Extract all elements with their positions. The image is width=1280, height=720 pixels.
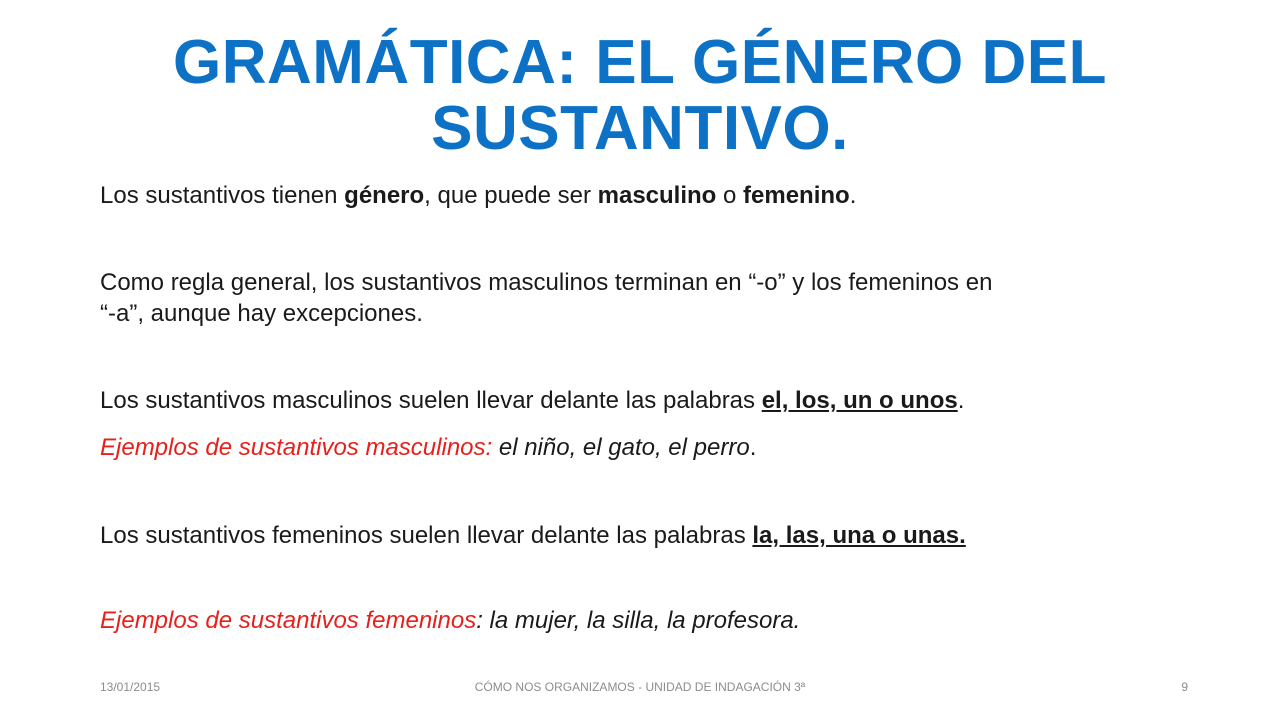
footer-page-number: 9 — [1181, 680, 1188, 694]
paragraph-masculine-examples — [100, 432, 1210, 463]
rule-line-2: “-a”, aunque hay excepciones. — [100, 300, 423, 327]
feminine-examples-label: Ejemplos de sustantivos femeninos — [100, 607, 477, 634]
bold-text-genero: género — [344, 182, 425, 209]
text: . — [957, 387, 965, 414]
text: , que puede ser — [424, 182, 598, 209]
feminine-articles: la, las, una o unas. — [752, 522, 966, 549]
masculine-examples: el niño, el gato, el perro — [492, 434, 750, 461]
text: Los sustantivos masculinos suelen llevar delante las palabras — [100, 387, 762, 414]
feminine-examples: la mujer, la silla, la profesora. — [482, 607, 801, 634]
paragraph-feminine-articles — [100, 520, 1210, 551]
paragraph-gender-intro — [100, 180, 1210, 211]
masculine-articles: el, los, un o unos — [761, 387, 958, 414]
footer-date: 13/01/2015 — [100, 680, 161, 694]
bold-text-femenino: femenino — [743, 182, 850, 209]
paragraph-feminine-examples — [100, 605, 1210, 636]
slide-title-line-1: GRAMÁTICA: EL GÉNERO DEL — [173, 28, 1107, 97]
text: Los sustantivos tienen — [100, 182, 345, 209]
masculine-examples-label: Ejemplos de sustantivos masculinos: — [100, 434, 493, 461]
text: . — [849, 182, 857, 209]
text: Los sustantivos femeninos suelen llevar delante las palabras — [100, 522, 753, 549]
rule-line-1: Como regla general, los sustantivos masculinos terminan en “-o” y los femeninos en — [100, 269, 993, 296]
slide-title — [60, 30, 1220, 162]
text: . — [749, 434, 757, 461]
slide-title-line-2: SUSTANTIVO. — [431, 94, 849, 163]
bold-text-masculino: masculino — [597, 182, 717, 209]
paragraph-general-rule — [100, 267, 1210, 329]
paragraph-masculine-articles — [100, 385, 1210, 416]
footer-title: CÓMO NOS ORGANIZAMOS - UNIDAD DE INDAGACIÓN 3ª — [474, 680, 806, 694]
colon: : — [476, 607, 483, 634]
text: o — [716, 182, 744, 209]
